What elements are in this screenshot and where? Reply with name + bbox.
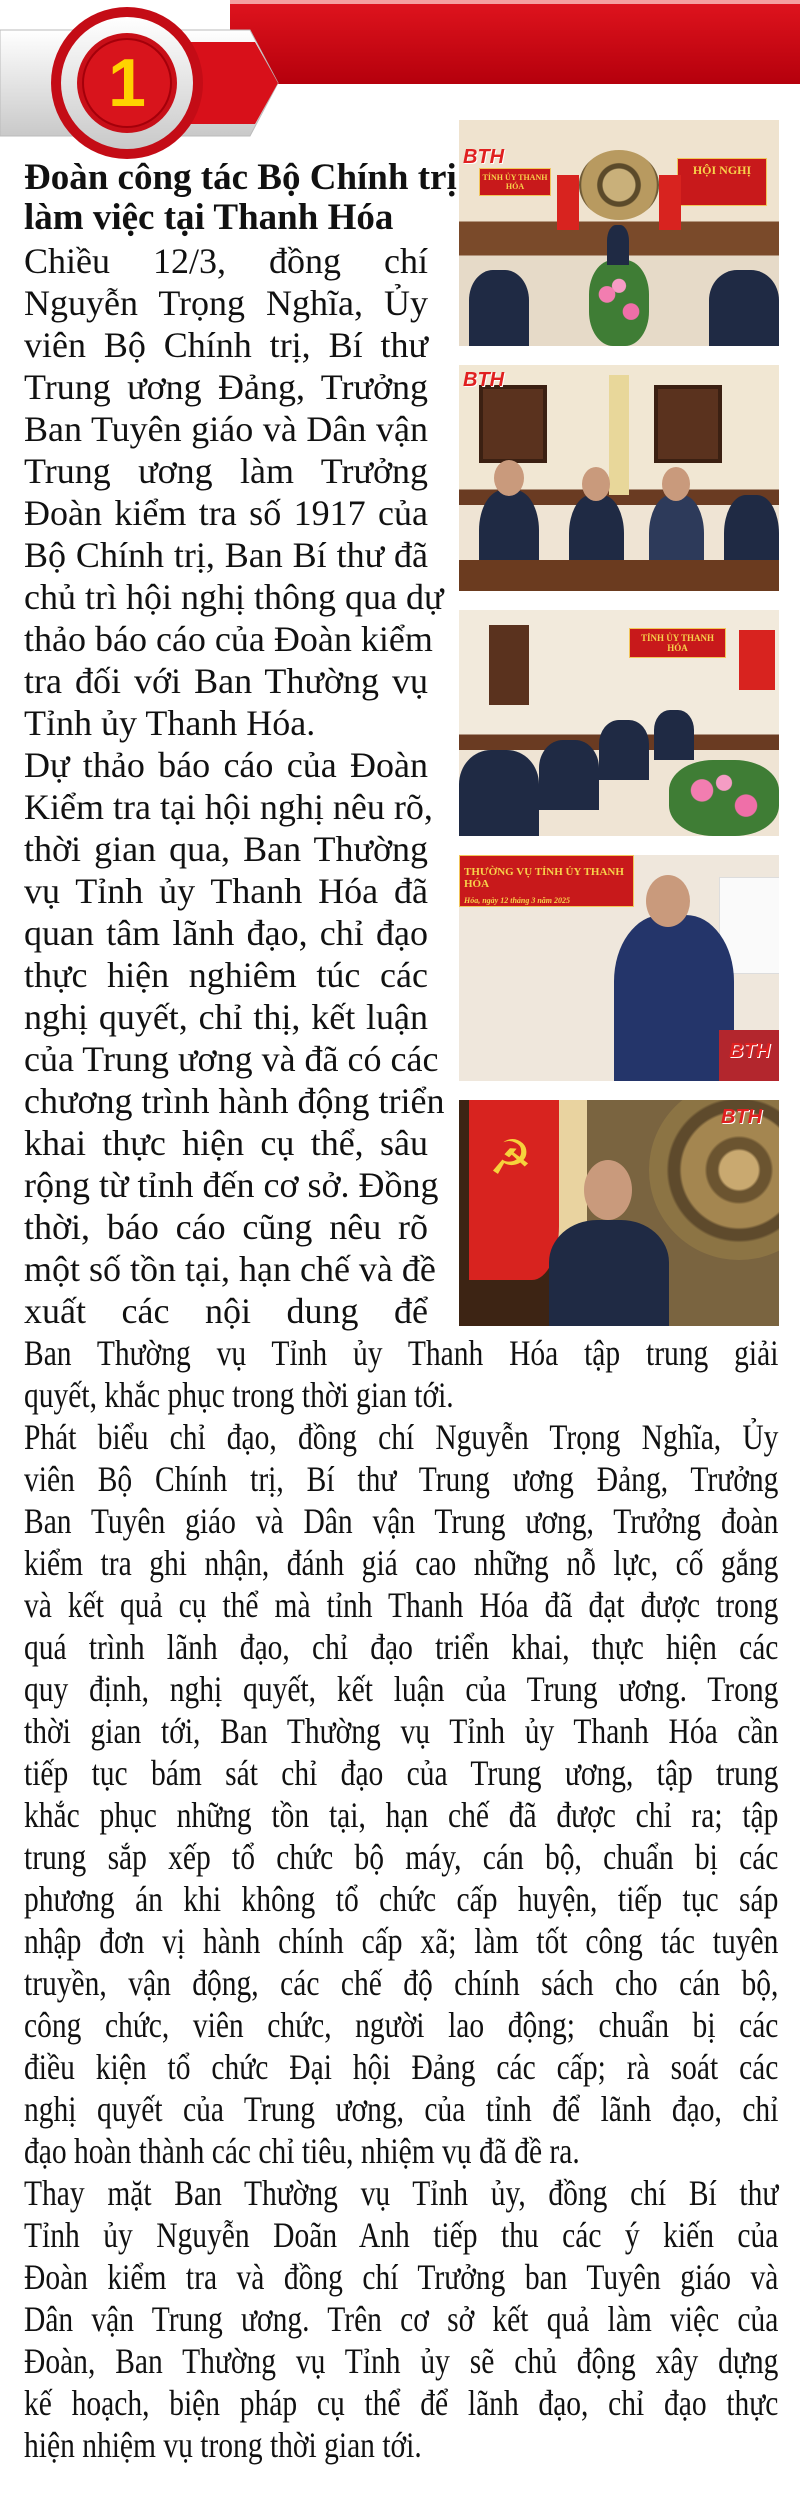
paragraph-line: khắc phục những tồn tại, hạn chế đã được chỉ ra; tập: [24, 1795, 779, 1835]
paragraph-line: trung sắp xếp tổ chức bộ máy, cán bộ, chuẩn bị các: [24, 1837, 779, 1877]
bth-logo: BTH: [463, 146, 505, 168]
paragraph-line: truyền, vận động, các chế độ chính sách cho cán bộ,: [24, 1963, 779, 2003]
paragraph-line: Thay mặt Ban Thường vụ Tỉnh ủy, đồng chí Bí thư: [24, 2173, 779, 2213]
paragraph-line: tiếp tục bám sát chỉ đạo của Trung ương, tập trung: [24, 1753, 779, 1793]
paragraph-line: Ban Tuyên giáo và Dân vận: [24, 409, 428, 449]
paragraph-line: nghị quyết của Trung ương, của tỉnh để lãnh đạo, chỉ: [24, 2089, 779, 2129]
bronze-drum-emblem: [579, 150, 659, 220]
hammer-sickle-icon: ☭: [489, 1130, 533, 1186]
photo-meeting-hall: [459, 120, 779, 346]
flower-arrangement: [589, 260, 649, 346]
paragraph-line: công chức, viên chức, người lao động; chuẩn bị các: [24, 2005, 779, 2045]
photo-delegates: [459, 365, 779, 591]
paragraph-line: thực hiện nghiêm túc các: [24, 955, 428, 995]
bth-logo: BTH: [729, 1040, 771, 1062]
paragraph-line: Đoàn kiểm tra số 1917 của: [24, 493, 428, 533]
paragraph-line: Tỉnh ủy Thanh Hóa.: [24, 703, 316, 743]
bth-logo: BTH: [463, 369, 505, 391]
paragraph-line: Tỉnh ủy Nguyễn Doãn Anh tiếp thu các ý kiến của: [24, 2215, 779, 2255]
paragraph-line: viên Bộ Chính trị, Bí thư: [24, 325, 428, 365]
paragraph-line: kiểm tra ghi nhận, đánh giá cao những nỗ lực, cố gắng: [24, 1543, 779, 1583]
article-title-line: Đoàn công tác Bộ Chính trị: [24, 157, 457, 198]
party-flag: [469, 1100, 559, 1280]
paragraph-line: chương trình hành động triển: [24, 1081, 445, 1121]
paragraph-line: thảo báo cáo của Đoàn kiểm: [24, 619, 433, 659]
bth-logo: BTH: [721, 1106, 763, 1128]
paragraph-line: một số tồn tại, hạn chế và đề: [24, 1249, 436, 1289]
article-title-line: làm việc tại Thanh Hóa: [24, 197, 394, 238]
paragraph-line: điều kiện tổ chức Đại hội Đảng các cấp; rà soát các: [24, 2047, 779, 2087]
paragraph-line: quyết, khắc phục trong thời gian tới.: [24, 1375, 454, 1415]
party-flag: [739, 630, 775, 690]
paragraph-line: Dân vận Trung ương. Trên cơ sở kết quả làm việc của: [24, 2299, 779, 2339]
paragraph-line: rộng từ tỉnh đến cơ sở. Đồng: [24, 1165, 439, 1205]
photo-sign: HỘI NGHỊ: [677, 158, 767, 206]
paragraph-line: Ban Thường vụ Tỉnh ủy Thanh Hóa tập trung giải: [24, 1333, 779, 1373]
paragraph-line: thời gian qua, Ban Thường: [24, 829, 428, 869]
paragraph-line: khai thực hiện cụ thể, sâu: [24, 1123, 428, 1163]
paragraph-line: đạo hoàn thành các chỉ tiêu, nhiệm vụ đã đề ra.: [24, 2131, 580, 2171]
paragraph-line: Dự thảo báo cáo của Đoàn: [24, 745, 428, 785]
paragraph-line: Phát biểu chỉ đạo, đồng chí Nguyễn Trọng Nghĩa, Ủy: [24, 1417, 779, 1457]
paragraph-line: và kết quả cụ thể mà tỉnh Thanh Hóa đã đạt được trong: [24, 1585, 779, 1625]
paragraph-line: kế hoạch, biện pháp cụ thể để lãnh đạo, chỉ đạo thực: [24, 2383, 779, 2423]
photo-meeting-table: [459, 610, 779, 836]
section-number: 1: [108, 45, 146, 121]
paragraph-line: quan tâm lãnh đạo, chỉ đạo: [24, 913, 428, 953]
paragraph-line: viên Bộ Chính trị, Bí thư Trung ương Đảng, Trưởng: [24, 1459, 779, 1499]
party-flag: [557, 175, 579, 230]
paragraph-line: Trung ương Đảng, Trưởng: [24, 367, 428, 407]
paragraph-line: Bộ Chính trị, Ban Bí thư đã: [24, 535, 428, 575]
paragraph-line: quá trình lãnh đạo, chỉ đạo triển khai, thực hiện các: [24, 1627, 779, 1667]
banner-date: Hóa, ngày 12 tháng 3 năm 2025: [464, 896, 571, 905]
paragraph-line: Ban Tuyên giáo và Dân vận Trung ương, Trưởng đoàn: [24, 1501, 779, 1541]
photo-speaker-seated: [459, 1100, 779, 1326]
paragraph-line: quy định, nghị quyết, kết luận của Trung ương. Trong: [24, 1669, 779, 1709]
paragraph-line: xuất các nội dung để: [24, 1291, 428, 1331]
paragraph-line: chủ trì hội nghị thông qua dự: [24, 577, 444, 617]
paragraph-line: nghị quyết, chỉ thị, kết luận: [24, 997, 428, 1037]
paragraph-line: Đoàn, Ban Thường vụ Tỉnh ủy sẽ chủ động xây dựng: [24, 2341, 779, 2381]
paragraph-line: Trung ương làm Trưởng: [24, 451, 428, 491]
banner-title: THƯỜNG VỤ TỈNH ỦY THANH HÓA: [464, 866, 624, 890]
paragraph-line: tra đối với Ban Thường vụ: [24, 661, 428, 701]
paragraph-line: hiện nhiệm vụ trong thời gian tới.: [24, 2425, 422, 2465]
photo-banner: TỈNH ỦY THANH HÓA: [629, 628, 726, 658]
national-flag: [659, 175, 681, 230]
photo-banner: [459, 855, 634, 907]
paragraph-line: thời, báo cáo cũng nêu rõ: [24, 1207, 428, 1247]
paragraph-line: Kiểm tra tại hội nghị nêu rõ,: [24, 787, 433, 827]
paragraph-line: nhập đơn vị hành chính cấp xã; làm tốt công tác tuyên: [24, 1921, 779, 1961]
photo-speaker-standing: [459, 855, 779, 1081]
paragraph-line: Nguyễn Trọng Nghĩa, Ủy: [24, 283, 428, 323]
photo-banner: TỈNH ỦY THANH HÓA: [479, 168, 551, 196]
paragraph-line: thời gian tới, Ban Thường vụ Tỉnh ủy Thanh Hóa cần: [24, 1711, 779, 1751]
paragraph-line: Chiều 12/3, đồng chí: [24, 241, 428, 281]
paragraph-line: của Trung ương và đã có các: [24, 1039, 439, 1079]
paragraph-line: phương án khi không tổ chức cấp huyện, tiếp tục sáp: [24, 1879, 779, 1919]
paragraph-line: vụ Tỉnh ủy Thanh Hóa đã: [24, 871, 428, 911]
paragraph-line: Đoàn kiểm tra và đồng chí Trưởng ban Tuyên giáo và: [24, 2257, 779, 2297]
